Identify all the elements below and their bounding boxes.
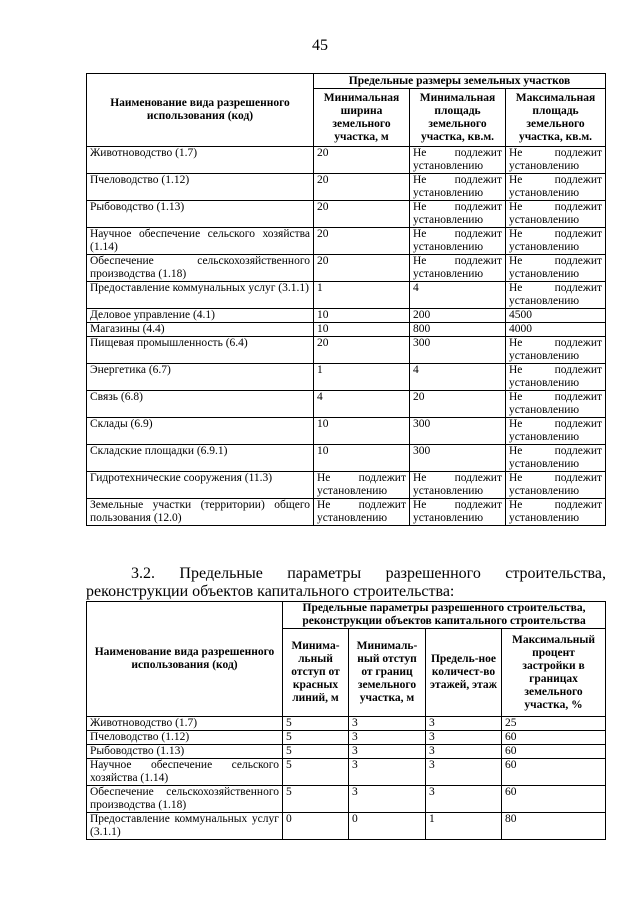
floors-value: 3 — [426, 786, 502, 813]
boundary-setback-value: 3 — [349, 786, 426, 813]
construction-parameters-table — [86, 601, 606, 840]
red-line-setback-value: 5 — [283, 717, 349, 731]
floors-value: 3 — [426, 759, 502, 786]
table-row — [87, 731, 606, 745]
coverage-value: 80 — [502, 813, 606, 840]
red-line-setback-value: 5 — [283, 731, 349, 745]
use-type-name: Складские площадки (6.9.1) — [87, 445, 314, 472]
table-row — [87, 323, 606, 337]
red-line-setback-value: 5 — [283, 786, 349, 813]
section-heading — [86, 565, 606, 601]
min-width-value: Не подлежит установлению — [314, 499, 410, 526]
page-number: 45 — [312, 37, 328, 54]
floors-value: 3 — [426, 731, 502, 745]
min-area-value: 300 — [410, 337, 506, 364]
min-area-value: Не подлежит установлению — [410, 201, 506, 228]
min-width-value: 20 — [314, 337, 410, 364]
min-width-value: 20 — [314, 255, 410, 282]
table-row — [87, 337, 606, 364]
table-row — [87, 282, 606, 309]
use-type-name: Связь (6.8) — [87, 391, 314, 418]
boundary-setback-value: 3 — [349, 759, 426, 786]
min-width-value: 4 — [314, 391, 410, 418]
max-area-value: Не подлежит установлению — [506, 255, 606, 282]
max-area-value: Не подлежит установлению — [506, 201, 606, 228]
floors-value: 3 — [426, 745, 502, 759]
use-type-name: Рыбоводство (1.13) — [87, 745, 283, 759]
table-row — [87, 201, 606, 228]
use-type-name: Научное обеспечение сельского хозяйства (1.14) — [87, 759, 283, 786]
min-area-value: 4 — [410, 364, 506, 391]
min-area-value: Не подлежит установлению — [410, 228, 506, 255]
section-heading-line1: 3.2. Предельные параметры разрешенного строительства, — [131, 565, 606, 582]
use-type-name: Рыбоводство (1.13) — [87, 201, 314, 228]
coverage-value: 60 — [502, 786, 606, 813]
max-area-value: Не подлежит установлению — [506, 391, 606, 418]
min-area-value: 200 — [410, 309, 506, 323]
t1-header-name: Наименование вида разрешенного использования (код) — [87, 74, 314, 147]
table-row — [87, 445, 606, 472]
boundary-setback-value: 3 — [349, 745, 426, 759]
floors-value: 1 — [426, 813, 502, 840]
use-type-name: Магазины (4.4) — [87, 323, 314, 337]
table-row — [87, 499, 606, 526]
min-width-value: 1 — [314, 282, 410, 309]
table-row — [87, 472, 606, 499]
table-row — [87, 759, 606, 786]
min-width-value: 20 — [314, 201, 410, 228]
use-type-name: Гидротехнические сооружения (11.3) — [87, 472, 314, 499]
table-row — [87, 717, 606, 731]
t2-header-name: Наименование вида разрешенного использования (код) — [87, 602, 283, 717]
t1-col-max-area: Максимальная площадь земельного участка, кв.м. — [506, 89, 606, 147]
max-area-value: Не подлежит установлению — [506, 147, 606, 174]
min-width-value: 1 — [314, 364, 410, 391]
max-area-value: Не подлежит установлению — [506, 228, 606, 255]
min-width-value: 10 — [314, 418, 410, 445]
table-row — [87, 391, 606, 418]
use-type-name: Склады (6.9) — [87, 418, 314, 445]
red-line-setback-value: 0 — [283, 813, 349, 840]
coverage-value: 60 — [502, 759, 606, 786]
min-area-value: 800 — [410, 323, 506, 337]
coverage-value: 60 — [502, 731, 606, 745]
use-type-name: Деловое управление (4.1) — [87, 309, 314, 323]
min-area-value: Не подлежит установлению — [410, 255, 506, 282]
min-area-value: Не подлежит установлению — [410, 147, 506, 174]
use-type-name: Пчеловодство (1.12) — [87, 174, 314, 201]
section-heading-line2: реконструкции объектов капитального строительства: — [86, 583, 455, 600]
t1-col-min-area: Минимальная площадь земельного участка, кв.м. — [410, 89, 506, 147]
boundary-setback-value: 3 — [349, 731, 426, 745]
max-area-value: Не подлежит установлению — [506, 472, 606, 499]
table-row — [87, 255, 606, 282]
use-type-name: Животноводство (1.7) — [87, 147, 314, 174]
min-area-value: 4 — [410, 282, 506, 309]
table-row — [87, 364, 606, 391]
red-line-setback-value: 5 — [283, 759, 349, 786]
table-row — [87, 745, 606, 759]
max-area-value: Не подлежит установлению — [506, 418, 606, 445]
boundary-setback-value: 0 — [349, 813, 426, 840]
max-area-value: 4000 — [506, 323, 606, 337]
t2-col-boundaries: Минималь-ный отступ от границ земельного участка, м — [349, 629, 426, 717]
table-row — [87, 813, 606, 840]
min-width-value: 10 — [314, 323, 410, 337]
table-row — [87, 786, 606, 813]
min-width-value: 20 — [314, 228, 410, 255]
t2-header-group: Предельные параметры разрешенного строительства, реконструкции объектов капитального строительства — [283, 602, 606, 629]
use-type-name: Земельные участки (территории) общего пользования (12.0) — [87, 499, 314, 526]
use-type-name: Научное обеспечение сельского хозяйства (1.14) — [87, 228, 314, 255]
min-width-value: 20 — [314, 147, 410, 174]
t2-col-coverage: Максимальный процент застройки в границах земельного участка, % — [502, 629, 606, 717]
use-type-name: Предоставление коммунальных услуг (3.1.1) — [87, 813, 283, 840]
max-area-value: Не подлежит установлению — [506, 445, 606, 472]
land-plot-size-table — [86, 73, 606, 526]
use-type-name: Обеспечение сельскохозяйственного производства (1.18) — [87, 255, 314, 282]
min-width-value: 10 — [314, 445, 410, 472]
min-area-value: 300 — [410, 445, 506, 472]
min-area-value: Не подлежит установлению — [410, 472, 506, 499]
use-type-name: Предоставление коммунальных услуг (3.1.1) — [87, 282, 314, 309]
table-row — [87, 147, 606, 174]
min-area-value: 20 — [410, 391, 506, 418]
table-row — [87, 309, 606, 323]
t2-col-floors: Предель-ное количест-во этажей, этаж — [426, 629, 502, 717]
min-width-value: 10 — [314, 309, 410, 323]
coverage-value: 60 — [502, 745, 606, 759]
use-type-name: Энергетика (6.7) — [87, 364, 314, 391]
min-width-value: Не подлежит установлению — [314, 472, 410, 499]
max-area-value: Не подлежит установлению — [506, 282, 606, 309]
t1-col-min-width: Минимальная ширина земельного участка, м — [314, 89, 410, 147]
t1-header-group: Предельные размеры земельных участков — [314, 74, 606, 89]
use-type-name: Обеспечение сельскохозяйственного производства (1.18) — [87, 786, 283, 813]
max-area-value: Не подлежит установлению — [506, 337, 606, 364]
min-width-value: 20 — [314, 174, 410, 201]
red-line-setback-value: 5 — [283, 745, 349, 759]
t2-col-red-lines: Минима-льный отступ от красных линий, м — [283, 629, 349, 717]
table-row — [87, 418, 606, 445]
max-area-value: Не подлежит установлению — [506, 499, 606, 526]
use-type-name: Пищевая промышленность (6.4) — [87, 337, 314, 364]
max-area-value: Не подлежит установлению — [506, 364, 606, 391]
max-area-value: 4500 — [506, 309, 606, 323]
floors-value: 3 — [426, 717, 502, 731]
min-area-value: Не подлежит установлению — [410, 174, 506, 201]
boundary-setback-value: 3 — [349, 717, 426, 731]
table-row — [87, 228, 606, 255]
use-type-name: Пчеловодство (1.12) — [87, 731, 283, 745]
coverage-value: 25 — [502, 717, 606, 731]
table-row — [87, 174, 606, 201]
min-area-value: 300 — [410, 418, 506, 445]
use-type-name: Животноводство (1.7) — [87, 717, 283, 731]
min-area-value: Не подлежит установлению — [410, 499, 506, 526]
max-area-value: Не подлежит установлению — [506, 174, 606, 201]
